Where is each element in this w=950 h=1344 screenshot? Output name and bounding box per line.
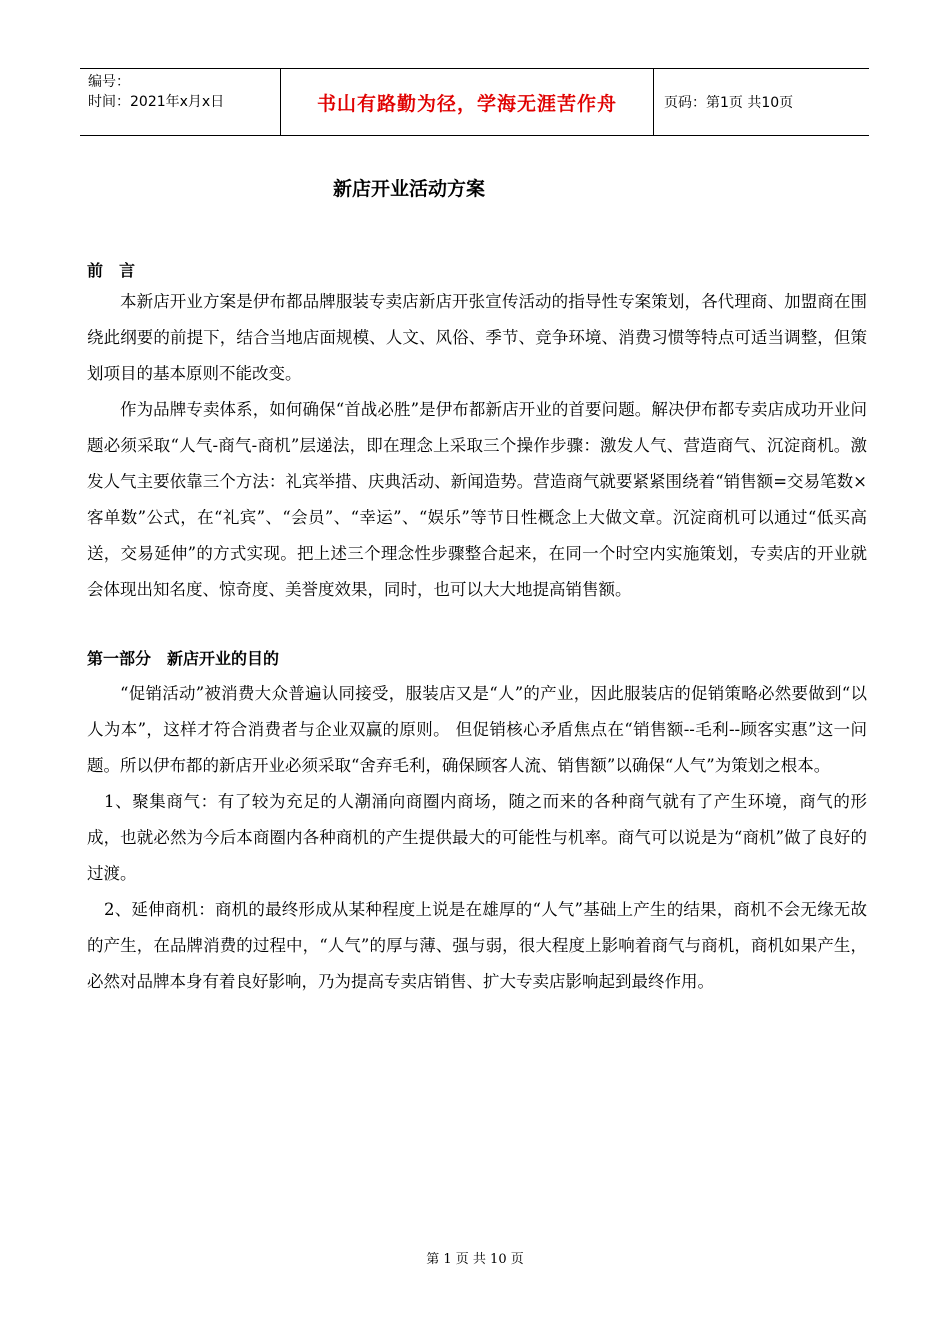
header-left-cell	[80, 69, 280, 135]
part1-item: 2、延伸商机：商机的最终形成从某种程度上说是在雄厚的“人气”基础上产生的结果，商机不会无缘无故的产生，在品牌消费的过程中，“人气”的厚与薄、强与弱，很大程度上影响着商气与商机，商机如果产生，必然对品牌本身有着良好影响，乃为提高专卖店销售、扩大专卖店影响起到最终作用。	[87, 900, 867, 991]
document-title: 新店开业活动方案	[332, 178, 485, 200]
page-code: 页码：第1页 共10页	[664, 95, 794, 111]
date-label: 时间：2021年x月x日	[88, 94, 225, 110]
preface-heading: 前言	[87, 261, 152, 280]
page-footer: 第 1 页 共 10 页	[426, 1252, 524, 1267]
header-table	[80, 68, 869, 136]
motto: 书山有路勤为径，学海无涯苦作舟	[316, 92, 617, 115]
document-body	[87, 258, 867, 1000]
serial-label: 编号：	[88, 74, 130, 90]
header-right-cell	[654, 69, 869, 135]
part1-intro: “促销活动”被消费大众普遍认同接受，服装店又是“人”的产业，因此服装店的促销策略必然要做到“以人为本”，这样才符合消费者与企业双赢的原则。 但促销核心矛盾焦点在“销售额--毛利--顾客实惠”这一问题。所以伊布都的新店开业必须采取“舍弃毛利，确保顾客人流、销售额”以确保“人气”为策划之根本。	[87, 684, 867, 775]
part1-heading: 第一部分 新店开业的目的	[87, 649, 280, 668]
section-spacer	[87, 608, 867, 642]
preface-paragraph: 本新店开业方案是伊布都品牌服装专卖店新店开张宣传活动的指导性专案策划，各代理商、加盟商在围绕此纲要的前提下，结合当地店面规模、人文、风俗、季节、竞争环境、消费习惯等特点可适当调整，但策划项目的基本原则不能改变。	[87, 292, 867, 383]
header-middle-cell	[280, 69, 654, 135]
preface-paragraph: 作为品牌专卖体系，如何确保“首战必胜”是伊布都新店开业的首要问题。解决伊布都专卖店成功开业问题必须采取“人气-商气-商机”层递法，即在理念上采取三个操作步骤：激发人气、营造商气、沉淀商机。激发人气主要依靠三个方法：礼宾举措、庆典活动、新闻造势。营造商气就要紧紧围绕着“销售额=交易笔数×客单数”公式，在“礼宾”、“会员”、“幸运”、“娱乐”等节日性概念上大做文章。沉淀商机可以通过“低买高送，交易延伸”的方式实现。把上述三个理念性步骤整合起来，在同一个时空内实施策划，专卖店的开业就会体现出知名度、惊奇度、美誉度效果，同时，也可以大大地提高销售额。	[87, 400, 867, 599]
part1-item: 1、聚集商气：有了较为充足的人潮涌向商圈内商场，随之而来的各种商气就有了产生环境，商气的形成，也就必然为今后本商圈内各种商机的产生提供最大的可能性与机率。商气可以说是为“商机”做了良好的过渡。	[87, 792, 867, 883]
